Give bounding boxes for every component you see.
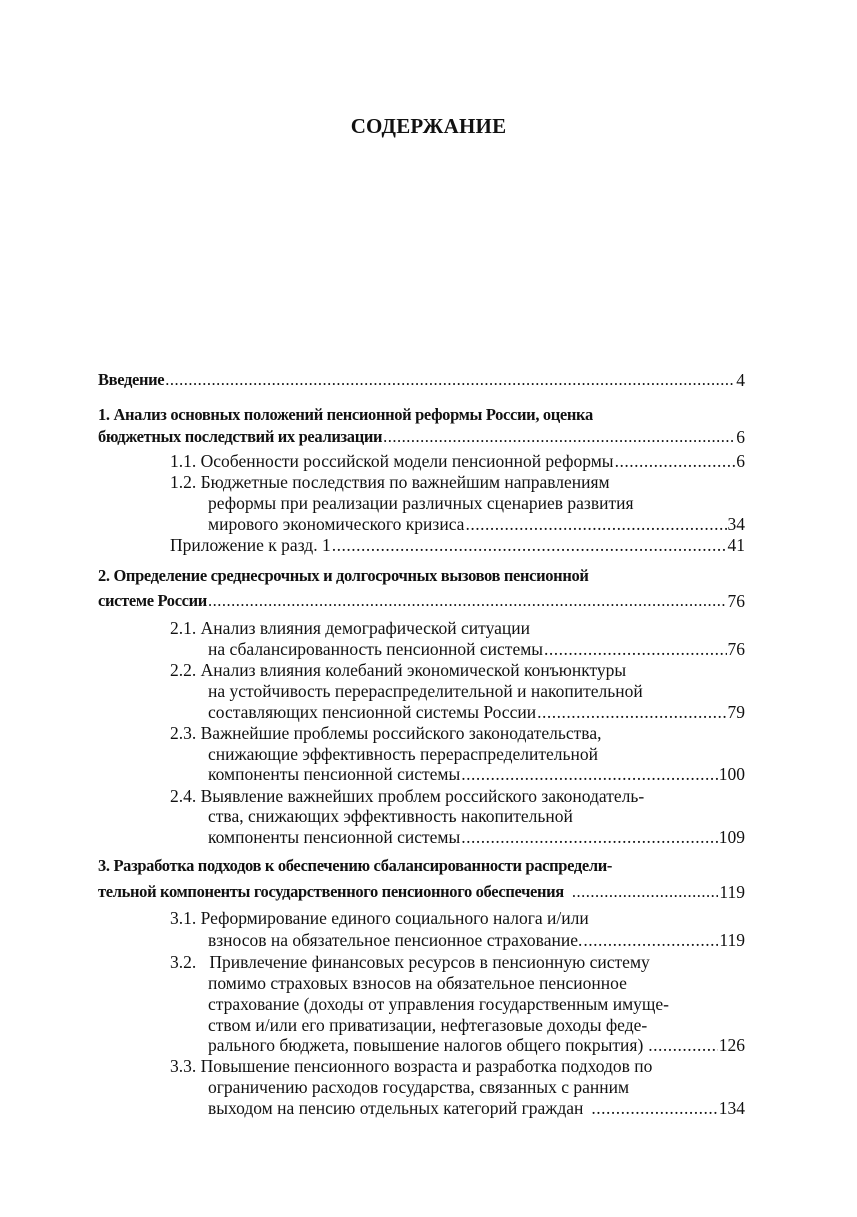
toc-entry[interactable]	[170, 659, 745, 681]
entry-text: реформы при реализации различных сценариев развития	[208, 493, 634, 513]
page-number: 34	[727, 514, 745, 534]
toc-entry-continuation[interactable]	[208, 826, 745, 848]
dot-leader	[615, 450, 736, 472]
entry-text: выходом на пенсию отдельных категорий граждан	[208, 1098, 584, 1118]
dot-leader	[583, 929, 718, 951]
toc-entry[interactable]	[170, 951, 745, 973]
section-heading[interactable]	[98, 426, 745, 448]
entry-text: мирового экономического кризиса	[208, 514, 465, 534]
section-heading[interactable]	[98, 565, 745, 587]
entry-text: составляющих пенсионной системы России	[208, 702, 537, 722]
toc-entry-intro[interactable]	[98, 369, 745, 391]
entry-text: на сбалансированность пенсионной системы	[208, 639, 544, 659]
entry-text: 3.2. Привлечение финансовых ресурсов в пенсионную систему	[170, 952, 650, 972]
dot-leader	[591, 1097, 717, 1119]
entry-text: на устойчивость перераспределительной и накопительной	[208, 681, 643, 701]
entry-text: 3. Разработка подходов к обеспечению сбалансированности распредели-	[98, 856, 613, 875]
toc-entry[interactable]	[170, 1055, 745, 1077]
entry-text: ством и/или его приватизации, нефтегазовые доходы феде-	[208, 1015, 648, 1035]
dot-leader	[383, 426, 735, 448]
entry-text: системе России	[98, 591, 207, 610]
entry-text: страхование (доходы от управления государственным имуще-	[208, 994, 669, 1014]
toc-entry-continuation	[208, 1014, 745, 1036]
section-heading[interactable]	[98, 590, 745, 612]
entry-text: взносов на обязательное пенсионное страхование.	[208, 930, 583, 950]
toc-entry-continuation	[208, 743, 745, 765]
section-heading[interactable]	[98, 855, 745, 877]
toc-entry-continuation[interactable]	[208, 929, 745, 951]
toc-entry-continuation	[208, 993, 745, 1015]
toc-entry[interactable]	[170, 471, 745, 493]
toc-entry-continuation	[208, 680, 745, 702]
page-number: 100	[718, 764, 745, 784]
dot-leader	[461, 763, 718, 785]
entry-text: 2.4. Выявление важнейших проблем российского законодатель-	[170, 786, 645, 806]
toc-entry[interactable]	[170, 785, 745, 807]
toc-entry-continuation[interactable]	[208, 1097, 745, 1119]
section-heading[interactable]	[98, 404, 745, 426]
page-number: 6	[736, 427, 745, 447]
toc-entry-continuation	[208, 1076, 745, 1098]
page-title: СОДЕРЖАНИЕ	[350, 114, 507, 138]
toc-entry-continuation	[208, 805, 745, 827]
dot-leader	[461, 826, 718, 848]
page-number: 119	[719, 882, 745, 902]
dot-leader	[465, 513, 726, 535]
dot-leader	[332, 534, 727, 556]
toc-entry-continuation	[208, 492, 745, 514]
toc-entry-continuation[interactable]	[208, 513, 745, 535]
page-number: 134	[718, 1098, 745, 1118]
entry-text: компоненты пенсионной системы	[208, 827, 461, 847]
page-number: 6	[736, 451, 745, 471]
entry-text: снижающие эффективность перераспределительной	[208, 744, 598, 764]
page-number: 109	[718, 827, 745, 847]
entry-text: тельной компоненты государственного пенсионного обеспечения	[98, 882, 564, 901]
dot-leader	[165, 369, 735, 391]
entry-text: 1.2. Бюджетные последствия по важнейшим направлениям	[170, 472, 610, 492]
entry-text: 2.1. Анализ влияния демографической ситуации	[170, 618, 530, 638]
entry-text: 3.1. Реформирование единого социального налога и/или	[170, 908, 589, 928]
dot-leader	[648, 1034, 717, 1056]
dot-leader	[208, 590, 727, 612]
section-heading[interactable]	[98, 881, 745, 903]
toc-entry[interactable]	[170, 617, 745, 639]
entry-text: 1.1. Особенности российской модели пенсионной реформы	[170, 451, 614, 471]
toc-entry[interactable]	[170, 907, 745, 929]
dot-leader	[544, 638, 726, 660]
entry-text: ства, снижающих эффективность накопительной	[208, 806, 573, 826]
page-number: 4	[736, 370, 745, 390]
dot-leader	[572, 881, 719, 903]
page-number: 41	[727, 535, 745, 555]
entry-text: помимо страховых взносов на обязательное пенсионное	[208, 973, 627, 993]
toc-entry[interactable]	[170, 450, 745, 472]
toc-entry-continuation[interactable]	[208, 763, 745, 785]
entry-text: 3.3. Повышение пенсионного возраста и разработка подходов по	[170, 1056, 653, 1076]
page-number: 76	[727, 591, 745, 611]
entry-text: 1. Анализ основных положений пенсионной реформы России, оценка	[98, 405, 593, 424]
toc-entry-continuation[interactable]	[208, 1034, 745, 1056]
entry-text: 2.3. Важнейшие проблемы российского законодательства,	[170, 723, 602, 743]
entry-text: 2.2. Анализ влияния колебаний экономической конъюнктуры	[170, 660, 627, 680]
toc-entry-continuation	[208, 972, 745, 994]
dot-leader	[537, 701, 726, 723]
toc-entry-continuation[interactable]	[208, 701, 745, 723]
toc-entry-continuation[interactable]	[208, 638, 745, 660]
toc-entry[interactable]	[170, 722, 745, 744]
page-number: 126	[718, 1035, 745, 1055]
entry-text: компоненты пенсионной системы	[208, 764, 461, 784]
entry-text: ограничению расходов государства, связанных с ранним	[208, 1077, 630, 1097]
page-number: 79	[727, 702, 745, 722]
entry-text: рального бюджета, повышение налогов общего покрытия)	[208, 1035, 644, 1055]
entry-text: Введение	[98, 370, 165, 389]
toc-entry[interactable]	[170, 534, 745, 556]
entry-text: бюджетных последствий их реализации	[98, 427, 383, 446]
page-number: 119	[719, 930, 745, 950]
page-number: 76	[727, 639, 745, 659]
entry-text: 2. Определение среднесрочных и долгосрочных вызовов пенсионной	[98, 566, 589, 585]
entry-text: Приложение к разд. 1	[170, 535, 331, 555]
